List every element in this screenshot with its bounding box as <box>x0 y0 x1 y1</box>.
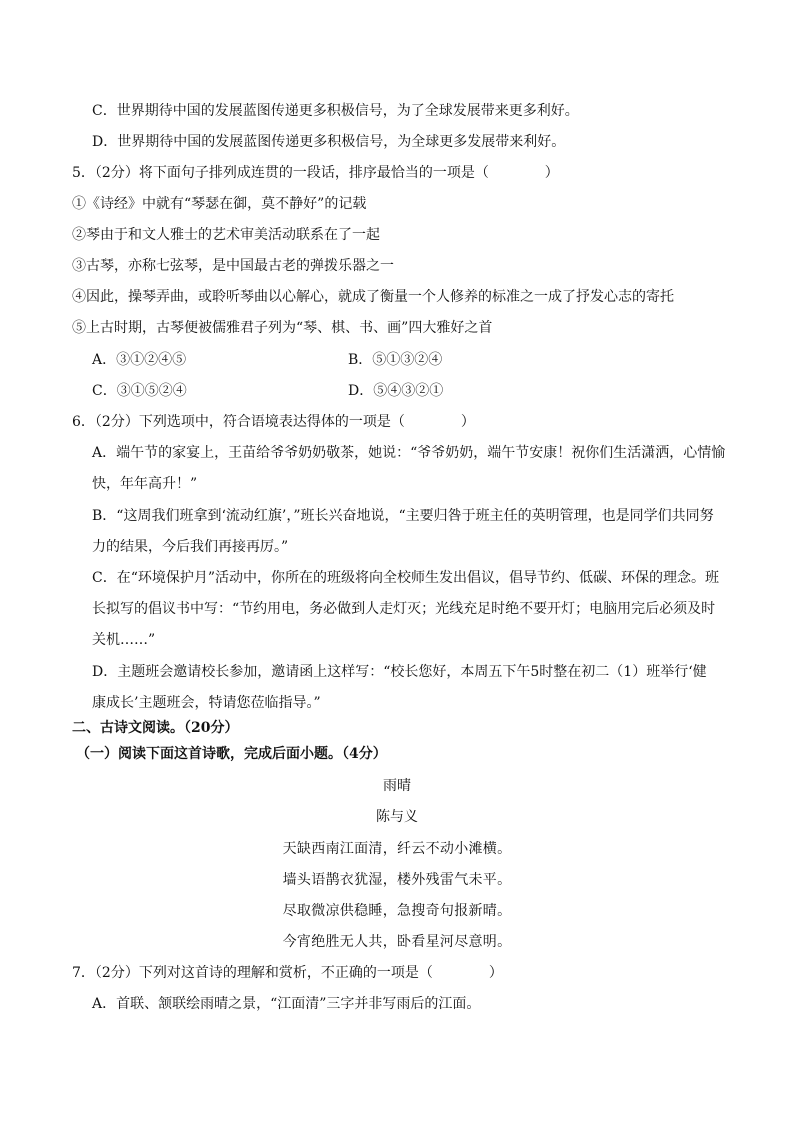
q5-sentence-1: ①《诗经》中就有“琴瑟在御，莫不静好”的记载 <box>72 196 367 212</box>
q6-option-b-line2: 力的结果，今后我们再接再厉。” <box>92 539 289 555</box>
q5-option-d: D．⑤④③②① <box>348 383 444 399</box>
q6-option-a-line2: 快，年年高升！” <box>92 476 198 492</box>
poem-line-3: 尽取微凉供稳睡，急搜奇句报新晴。 <box>282 903 512 919</box>
q5-sentence-4: ④因此，操琴弄曲，或聆听琴曲以心解心，就成了衡量一个人修养的标准之一成了抒发心志的寄托 <box>72 289 674 305</box>
q7-option-a: A．首联、颔联绘雨晴之景，“江面清”三字并非写雨后的江面。 <box>92 996 481 1012</box>
poem-author: 陈与义 <box>376 809 418 825</box>
q6-option-c-line3: 关机……” <box>92 632 156 648</box>
section-heading: 二、古诗文阅读。（20分） <box>72 720 239 736</box>
q6-option-d-line2: 康成长’主题班会，特请您莅临指导。” <box>92 695 321 711</box>
q6-option-b-line1: B．“这周我们班拿到‘流动红旗’，”班长兴奋地说，“主要归咎于班主任的英明管理，也是同学们共同努 <box>92 508 714 524</box>
poem-line-1: 天缺西南江面清，纤云不动小滩横。 <box>282 841 512 857</box>
poem-line-4: 今宵绝胜无人共，卧看星河尽意明。 <box>282 934 512 950</box>
q6-option-a-line1: A．端午节的家宴上，王苗给爷爷奶奶敬茶，她说：“爷爷奶奶，端午节安康！祝你们生活潇洒，心情愉 <box>92 445 726 461</box>
q5-sentence-5: ⑤上古时期，古琴便被儒雅君子列为“琴、棋、书、画”四大雅好之首 <box>72 320 493 336</box>
q5-sentence-2: ②琴由于和文人雅士的艺术审美活动联系在了一起 <box>72 227 380 243</box>
q5-option-b: B．⑤①③②④ <box>348 352 443 368</box>
q7-stem: 7．（2分）下列对这首诗的理解和赏析，不正确的一项是（ ） <box>72 965 503 981</box>
poem-title: 雨晴 <box>383 778 411 794</box>
q5-option-c: C．③①⑤②④ <box>92 383 187 399</box>
section-subheading: （一）阅读下面这首诗歌，完成后面小题。（4分） <box>76 746 387 762</box>
q6-option-c-line2: 长拟写的倡议书中写：“节约用电，务必做到人走灯灭；光线充足时绝不要开灯；电脑用完后必须及时 <box>92 601 716 617</box>
q5-option-a: A．③①②④⑤ <box>92 352 187 368</box>
q5-sentence-3: ③古琴，亦称七弦琴，是中国最古老的弹拨乐器之一 <box>72 258 394 274</box>
q4-option-c: C．世界期待中国的发展蓝图传递更多积极信号，为了全球发展带来更多利好。 <box>92 103 579 119</box>
q4-option-d: D．世界期待中国的发展蓝图传递更多积极信号，为全球更多发展带来利好。 <box>92 134 566 150</box>
q6-stem: 6．（2分）下列选项中，符合语境表达得体的一项是（ ） <box>72 414 475 430</box>
q5-stem: 5．（2分）将下面句子排列成连贯的一段话，排序最恰当的一项是（ ） <box>72 165 559 181</box>
q6-option-d-line1: D．主题班会邀请校长参加，邀请函上这样写：“校长您好，本周五下午5时整在初二（1）班举行‘健 <box>92 664 707 680</box>
q6-option-c-line1: C．在“环境保护月”活动中，你所在的班级将向全校师生发出倡议，倡导节约、低碳、环保的理念。班 <box>92 570 720 586</box>
poem-line-2: 墙头语鹊衣犹湿，楼外残雷气未平。 <box>282 872 512 888</box>
